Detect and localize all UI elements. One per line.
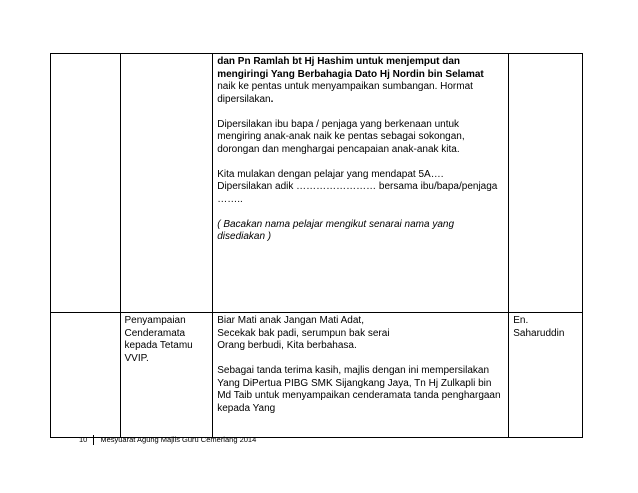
intro-paragraph bbox=[217, 56, 504, 106]
pic-cell bbox=[509, 54, 583, 313]
page-footer bbox=[79, 435, 256, 445]
table-row bbox=[51, 54, 583, 313]
pantun-paragraph: Biar Mati anak Jangan Mati Adat, Secekak bak padi, serumpun bak serai Orang berbudi, Kita berbahasa. bbox=[217, 315, 390, 351]
student-call-paragraph: Kita mulakan dengan pelajar yang mendapat 5A…. Dipersilakan adik …………………… bersama ibu/bapa/penjaga …….. bbox=[217, 168, 498, 205]
pic-cell: En. Saharuddin bbox=[509, 313, 583, 438]
intro-end-text: . bbox=[270, 93, 274, 105]
item-cell: Penyampaian Cenderamata kepada Tetamu VVIP. bbox=[120, 313, 213, 438]
table-row bbox=[51, 313, 583, 438]
intro-bold-text: dan Pn Ramlah bt Hj Hashim untuk menjemput dan mengiringi Yang Berbahagia Dato Hj Nordin bin Selamat bbox=[217, 56, 484, 80]
item-cell bbox=[120, 54, 213, 313]
time-cell bbox=[51, 313, 121, 438]
souvenir-paragraph: Sebagai tanda terima kasih, majlis dengan ini mempersilakan Yang DiPertua PIBG SMK Sijangkang Jaya, Tn Hj Zulkapli bin Md Taib untuk menyampaikan cenderamata tanda penghargaan kepada Yang bbox=[217, 365, 501, 414]
time-cell bbox=[51, 54, 121, 313]
script-cell bbox=[213, 313, 509, 438]
footer-text: Mesyuarat Agung Majlis Guru Cemerlang 2014 bbox=[100, 435, 257, 444]
page-number: 10 bbox=[79, 435, 94, 445]
parents-paragraph: Dipersilakan ibu bapa / penjaga yang berkenaan untuk mengiring anak-anak naik ke pentas sebagai sokongan, dorongan dan menghargai pencapaian anak-anak kita. bbox=[217, 118, 465, 155]
intro-text: naik ke pentas untuk menyampaikan sumbangan. Hormat dipersilakan bbox=[217, 81, 473, 105]
instruction-note: ( Bacakan nama pelajar mengikut senarai nama yang disediakan ) bbox=[217, 218, 455, 242]
program-script-table bbox=[50, 53, 583, 438]
script-cell bbox=[213, 54, 509, 313]
